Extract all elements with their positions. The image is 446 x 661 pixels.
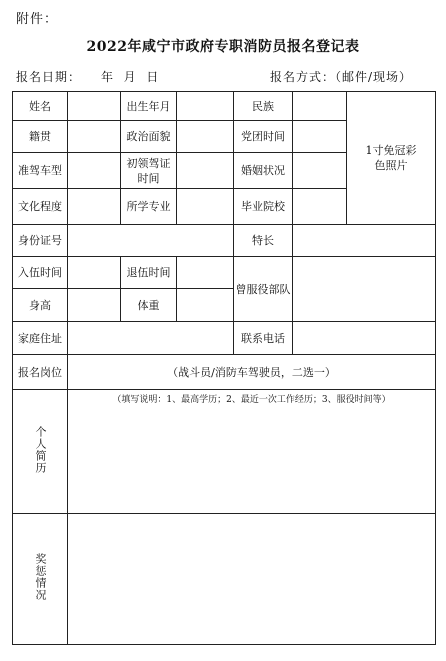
input-license-time[interactable] bbox=[177, 153, 234, 189]
label-former-unit: 曾服役部队 bbox=[234, 257, 293, 322]
label-party-time: 党团时间 bbox=[234, 121, 293, 153]
input-birth[interactable] bbox=[177, 92, 234, 121]
input-ethnicity[interactable] bbox=[293, 92, 347, 121]
input-enlist-time[interactable] bbox=[68, 257, 121, 289]
input-discharge-time[interactable] bbox=[177, 257, 234, 289]
input-name[interactable] bbox=[68, 92, 121, 121]
input-address[interactable] bbox=[68, 322, 234, 355]
input-marital[interactable] bbox=[293, 153, 347, 189]
attachment-label: 附件： bbox=[16, 12, 59, 27]
label-address: 家庭住址 bbox=[13, 322, 68, 355]
input-hometown[interactable] bbox=[68, 121, 121, 153]
label-birth: 出生年月 bbox=[121, 92, 177, 121]
photo-label: 1寸免冠彩色照片 bbox=[365, 144, 417, 172]
input-specialty[interactable] bbox=[293, 225, 436, 257]
label-major: 所学专业 bbox=[121, 189, 177, 225]
awards-label: 奖惩情况 bbox=[34, 553, 47, 601]
input-former-unit[interactable] bbox=[293, 257, 436, 322]
resume-label: 个人简历 bbox=[34, 425, 47, 474]
input-phone[interactable] bbox=[293, 322, 436, 355]
date-year: 年 bbox=[101, 70, 115, 84]
label-marital: 婚姻状况 bbox=[234, 153, 293, 189]
input-major[interactable] bbox=[177, 189, 234, 225]
input-driving-type[interactable] bbox=[68, 153, 121, 189]
label-name: 姓名 bbox=[13, 92, 68, 121]
label-license-time: 初领驾证时间 bbox=[121, 153, 177, 189]
date-day: 日 bbox=[146, 70, 160, 84]
label-driving-type: 准驾车型 bbox=[13, 153, 68, 189]
label-specialty: 特长 bbox=[234, 225, 293, 257]
label-position: 报名岗位 bbox=[13, 355, 68, 390]
label-resume bbox=[13, 390, 68, 514]
label-phone: 联系电话 bbox=[234, 322, 293, 355]
registration-method: 报名方式：（邮件/现场） bbox=[270, 70, 413, 84]
label-discharge-time: 退伍时间 bbox=[121, 257, 177, 289]
label-hometown: 籍贯 bbox=[13, 121, 68, 153]
input-resume[interactable] bbox=[68, 390, 436, 514]
label-political: 政治面貌 bbox=[121, 121, 177, 153]
input-id-number[interactable] bbox=[68, 225, 234, 257]
input-party-time[interactable] bbox=[293, 121, 347, 153]
label-weight: 体重 bbox=[121, 289, 177, 322]
label-ethnicity: 民族 bbox=[234, 92, 293, 121]
resume-note: （填写说明：1、最高学历；2、最近一次工作经历；3、服役时间等） bbox=[112, 395, 391, 405]
form-title: 2022年咸宁市政府专职消防员报名登记表 bbox=[86, 39, 360, 55]
label-id-number: 身份证号 bbox=[13, 225, 68, 257]
date-label: 报名日期： bbox=[16, 70, 82, 84]
input-awards[interactable] bbox=[68, 514, 436, 645]
registration-table bbox=[12, 91, 436, 645]
label-height: 身高 bbox=[13, 289, 68, 322]
registration-date bbox=[16, 68, 159, 85]
date-month: 月 bbox=[123, 70, 137, 84]
label-enlist-time: 入伍时间 bbox=[13, 257, 68, 289]
label-education: 文化程度 bbox=[13, 189, 68, 225]
input-political[interactable] bbox=[177, 121, 234, 153]
input-height[interactable] bbox=[68, 289, 121, 322]
input-education[interactable] bbox=[68, 189, 121, 225]
label-school: 毕业院校 bbox=[234, 189, 293, 225]
input-school[interactable] bbox=[293, 189, 347, 225]
label-awards bbox=[13, 514, 68, 645]
input-weight[interactable] bbox=[177, 289, 234, 322]
input-position[interactable]: （战斗员/消防车驾驶员，二选一） bbox=[68, 355, 436, 390]
photo-box[interactable] bbox=[347, 92, 436, 225]
